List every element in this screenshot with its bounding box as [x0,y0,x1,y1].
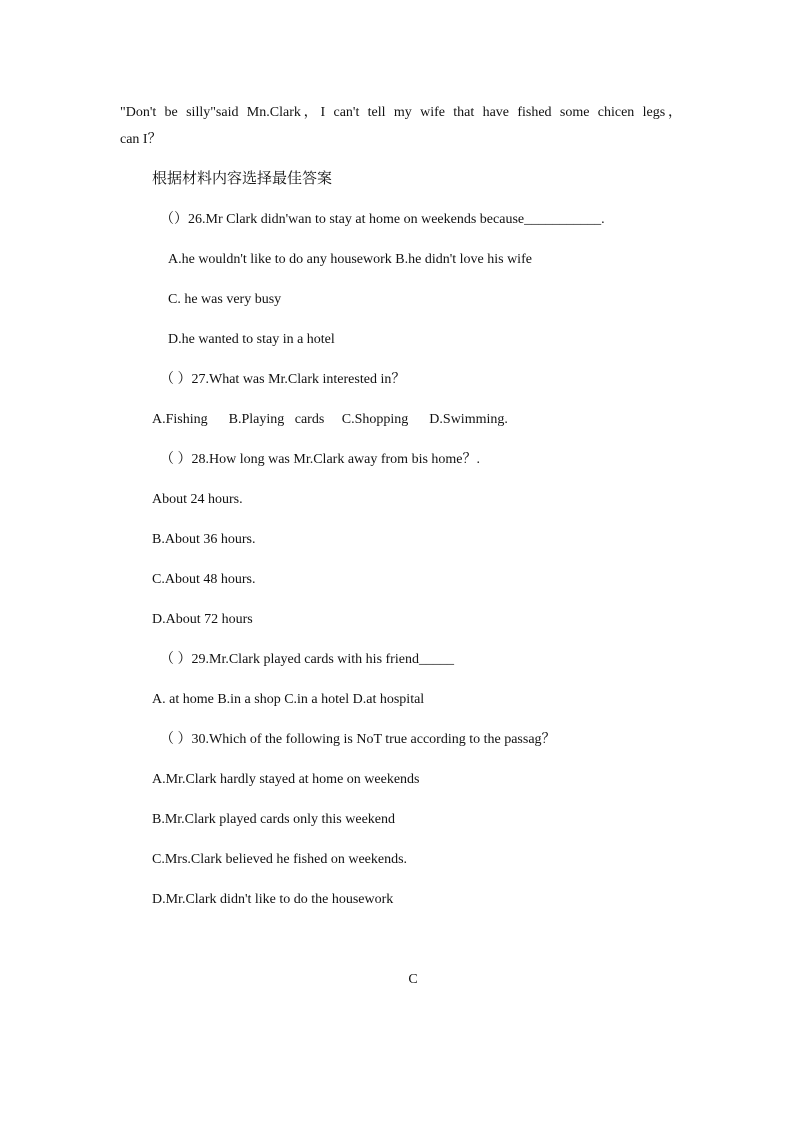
passage-line-2: can I？ [120,132,162,147]
question-26-stem: （）26.Mr Clark didn'wan to stay at home on weekends because___________. [160,212,605,227]
question-28-option-d: D.About 72 hours [152,612,253,627]
question-28-stem: （ ）28.How long was Mr.Clark away from bis home？. [160,452,481,467]
question-30-stem: （ ）30.Which of the following is NoT true according to the passag？ [160,732,556,747]
question-29-options: A. at home B.in a shop C.in a hotel D.at hospital [152,692,425,707]
question-28-option-a: About 24 hours. [152,492,243,507]
question-29-stem: （ ）29.Mr.Clark played cards with his friend_____ [160,652,454,667]
passage-line-1: "Don't be silly"said Mn.Clark，I can't tell my wife that have fished some chicen legs， [120,105,682,120]
question-30-option-b: B.Mr.Clark played cards only this weekend [152,812,396,827]
question-30-option-a: A.Mr.Clark hardly stayed at home on weekends [152,772,420,787]
question-27-options: A.Fishing B.Playing cards C.Shopping D.Swimming. [152,412,508,427]
question-27-stem: （ ）27.What was Mr.Clark interested in？ [160,372,406,387]
section-label: C [408,972,418,987]
question-26-option-d: D.he wanted to stay in a hotel [168,332,335,347]
question-26-option-c: C. he was very busy [168,292,282,307]
instruction-heading: 根据材料内容选择最佳答案 [152,171,333,187]
question-30-option-d: D.Mr.Clark didn't like to do the housework [152,892,394,907]
question-28-option-b: B.About 36 hours. [152,532,256,547]
question-28-option-c: C.About 48 hours. [152,572,256,587]
question-30-option-c: C.Mrs.Clark believed he fished on weekends. [152,852,408,867]
question-26-option-ab: A.he wouldn't like to do any housework B.he didn't love his wife [168,252,532,267]
